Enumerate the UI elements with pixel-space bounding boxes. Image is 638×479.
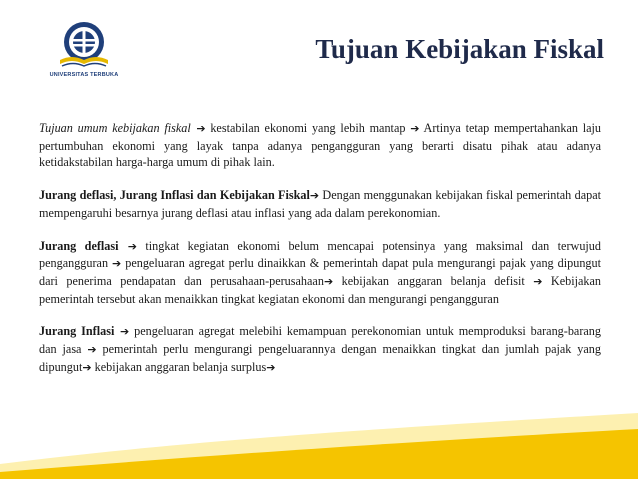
paragraph-lead: Jurang Inflasi — [39, 324, 115, 339]
right-arrow-icon: ➔ — [266, 360, 276, 374]
paragraph-tujuan-umum — [39, 120, 601, 171]
slide-content — [39, 120, 601, 392]
paragraph-text: pengeluaran agregat melebihi kemampuan perekonomian untuk memproduksi barang-barang dan jasa — [39, 324, 601, 357]
page-title: Tujuan Kebijakan Fiskal — [315, 34, 604, 64]
right-arrow-icon: ➔ — [190, 122, 206, 135]
paragraph-jurang-inflasi — [39, 323, 601, 376]
logo-caption: UNIVERSITAS TERBUKA — [49, 72, 119, 78]
paragraph-text: Dengan menggunakan kebijakan fiskal pemerintah dapat mempengaruhi besarnya jurang deflasi atau inflasi yang ada dalam perekonomian. — [39, 188, 602, 220]
paragraph-lead: Jurang deflasi, Jurang Inflasi dan Kebijakan Fiskal — [39, 188, 310, 203]
paragraph-text: pengeluaran agregat perlu dinaikkan & pemerintah dapat pula mengurangi pajak yang dipungut dari penerima pendapatan dan perusahaan-perusahaan — [39, 256, 601, 288]
right-arrow-icon: ➔ — [112, 257, 122, 271]
bottom-decorative-band — [0, 409, 638, 479]
paragraph-text: kebijakan anggaran belanja defisit — [333, 273, 534, 288]
paragraph-text: Kebijakan pemerintah tersebut akan menaikkan tingkat kegiatan ekonomi dan mengurangi pengangguran — [39, 273, 601, 306]
paragraph-lead: Tujuan umum kebijakan fiskal — [39, 121, 191, 135]
right-arrow-icon: ➔ — [309, 189, 320, 203]
paragraph-jurang-deflasi — [39, 238, 601, 308]
paragraph-text: kestabilan ekonomi yang lebih mantap — [205, 121, 411, 135]
paragraph-text: kebijakan anggaran belanja surplus — [91, 359, 267, 374]
paragraph-lead: Jurang deflasi — [39, 238, 119, 253]
right-arrow-icon: ➔ — [533, 274, 543, 288]
right-arrow-icon: ➔ — [118, 239, 137, 253]
right-arrow-icon: ➔ — [410, 122, 420, 135]
right-arrow-icon: ➔ — [82, 360, 92, 374]
paragraph-text: pemerintah perlu mengurangi pengeluarannya dengan menaikkan tingkat dan jumlah pajak yang dipungut — [39, 342, 601, 374]
right-arrow-icon: ➔ — [323, 274, 334, 288]
paragraph-jurang-kebijakan — [39, 187, 601, 221]
right-arrow-icon: ➔ — [87, 343, 97, 357]
right-arrow-icon: ➔ — [114, 325, 130, 339]
paragraph-text: tingkat kegiatan ekonomi belum mencapai potensinya yang maksimal dan terwujud pengangguran — [39, 238, 601, 271]
paragraph-text: Artinya tetap mempertahankan laju pertumbuhan ekonomi yang layak tanpa adanya pengangguran yang berarti disatu pihak atau adanya ketidakstabilan harga-harga umum di pihak lain. — [39, 121, 602, 170]
